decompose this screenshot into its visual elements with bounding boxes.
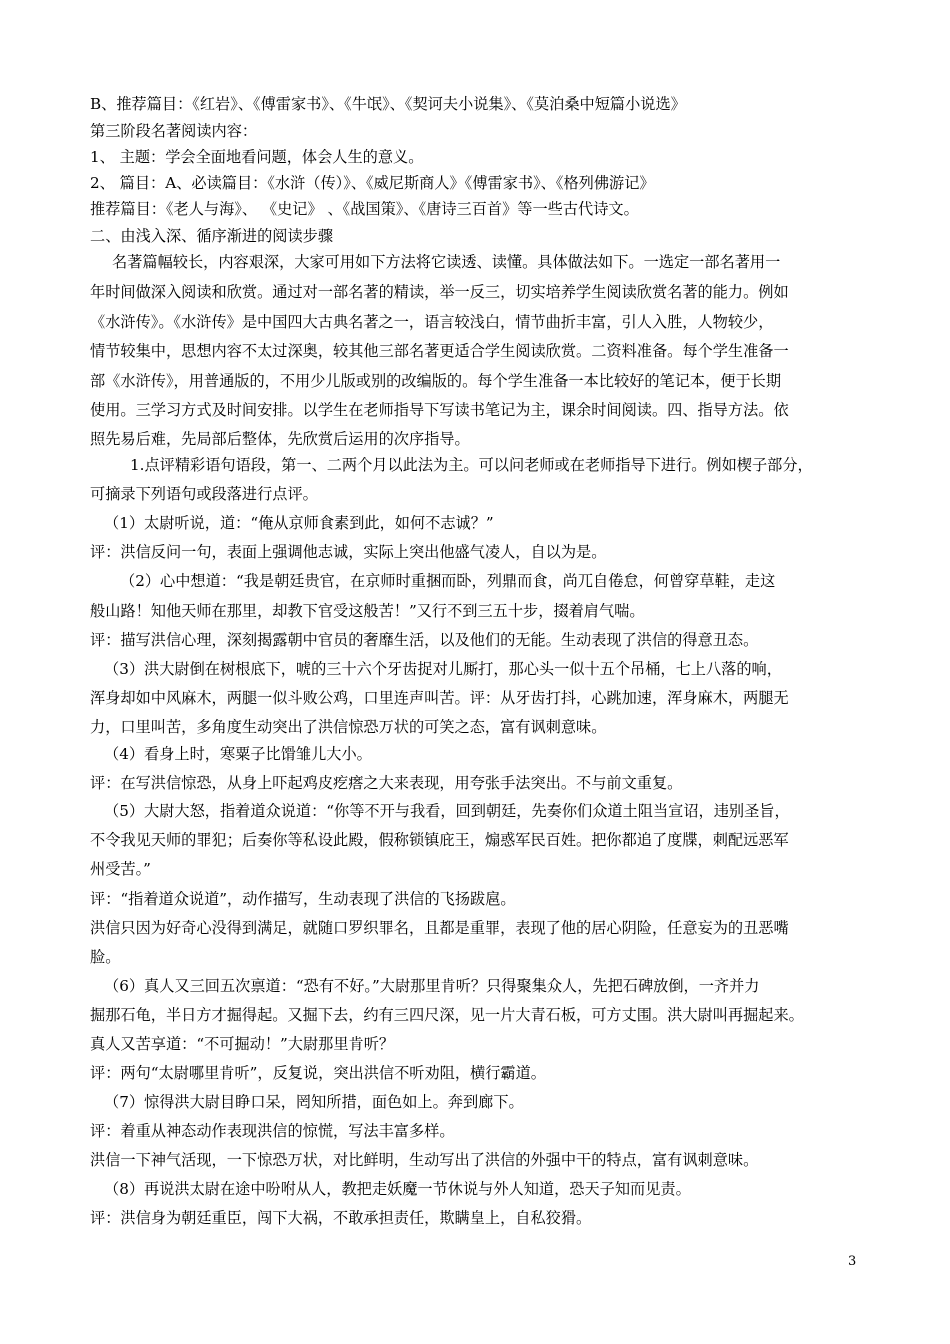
quote-line: 般山路！知他天师在那里，却教下官受这般苦！”又行不到三五十步，掇着肩气喘。 [90, 602, 645, 620]
quote-line: （3）洪大尉倒在树根底下，唬的三十六个牙齿捉对儿厮打，那心头一似十五个吊桶，七上八落的响， [104, 660, 782, 678]
paragraph-line: 年时间做深入阅读和欣赏。通过对一部名著的精读，举一反三，切实培养学生阅读欣赏名著的能力。例如 [90, 283, 789, 301]
quote-line: （2）心中想道：“我是朝廷贵官，在京师时重捆而卧，列鼎而食，尚兀自倦怠，何曾穿草鞋，走这 [120, 572, 776, 590]
text-line: 1、 主题：学会全面地看问题，体会人生的意义。 [90, 148, 424, 166]
paragraph-line: 可摘录下列语句或段落进行点评。 [90, 485, 318, 503]
text-line: 2、 篇目：A、必读篇目：《水浒（传）》、《威尼斯商人》《傅雷家书》、《格列佛游记》 [90, 174, 655, 192]
quote-line: （1）太尉听说，道：“俺从京师食素到此，如何不志诚？” [104, 514, 494, 532]
paragraph-line: 名著篇幅较长，内容艰深，大家可用如下方法将它读透、读懂。具体做法如下。一选定一部名著用一 [112, 253, 781, 271]
paragraph-line: 情节较集中，思想内容不太过深奥，较其他三部名著更适合学生阅读欣赏。二资料准备。每个学生准备一 [90, 342, 789, 360]
comment-line: 评：描写洪信心理，深刻揭露朝中官员的奢靡生活，以及他们的无能。生动表现了洪信的得意丑态。 [90, 631, 759, 649]
comment-line: 评：洪信反问一句，表面上强调他志诚，实际上突出他盛气凌人，自以为是。 [90, 543, 607, 561]
comment-line: 洪信只因为好奇心没得到满足，就随口罗织罪名，且都是重罪，表现了他的居心阴险，任意妄为的丑恶嘴 [90, 919, 789, 937]
paragraph-line: 照先易后难，先局部后整体，先欣赏后运用的次序指导。 [90, 430, 470, 448]
comment-line: 评：着重从神态动作表现洪信的惊慌，写法丰富多样。 [90, 1122, 455, 1140]
quote-line: （4）看身上时，寒粟子比馉雏儿大小。 [104, 745, 372, 763]
quote-line: （6）真人又三回五次禀道：“恐有不好。”大尉那里肯听？只得聚集众人，先把石碑放倒，一齐并力 [104, 977, 760, 995]
text-line: B、推荐篇目：《红岩》、《傅雷家书》、《牛氓》、《契诃夫小说集》、《莫泊桑中短篇小说选》 [90, 95, 686, 113]
quote-line: 真人又苦享道：“不可掘动！”大尉那里肯听？ [90, 1035, 395, 1053]
paragraph-line: 使用。三学习方式及时间安排。以学生在老师指导下写读书笔记为主，课余时间阅读。四、指导方法。依 [90, 401, 789, 419]
paragraph-line: 《水浒传》。《水浒传》是中国四大古典名著之一，语言较浅白，情节曲折丰富，引人入胜，人物较少， [90, 313, 774, 331]
text-line: 推荐篇目：《老人与海》、 《史记》 、《战国策》、《唐诗三百首》等一些古代诗文。 [90, 200, 639, 218]
comment-line: 评：洪信身为朝廷重臣，闯下大祸，不敢承担责任，欺瞒皇上，自私狡猾。 [90, 1209, 592, 1227]
text-line: 第三阶段名著阅读内容： [90, 122, 258, 140]
quote-line: （7）惊得洪大尉目睁口呆，罔知所措，面色如上。奔到廊下。 [104, 1093, 524, 1111]
comment-line: 评：两句“太尉哪里肯听”，反复说，突出洪信不听劝阻，横行霸道。 [90, 1064, 546, 1082]
quote-line: 浑身却如中风麻木，两腿一似斗败公鸡，口里连声叫苦。评：从牙齿打抖，心跳加速，浑身麻木，两腿无 [90, 689, 789, 707]
comment-line: 洪信一下神气活现，一下惊恐万状，对比鲜明，生动写出了洪信的外强中干的特点，富有讽刺意味。 [90, 1151, 759, 1169]
paragraph-line: 部《水浒传》，用普通版的，不用少儿版或别的改编版的。每个学生准备一本比较好的笔记本，便于长期 [90, 372, 782, 390]
quote-line: （5）大尉大怒，指着道众说道：“你等不开与我看，回到朝廷，先奏你们众道土阻当宣诏，违别圣旨， [104, 802, 790, 820]
quote-line: 州受苦。” [90, 860, 151, 878]
comment-line: 脸。 [90, 948, 121, 966]
quote-line: 力，口里叫苦，多角度生动突出了洪信惊恐万状的可笑之态，富有讽刺意味。 [90, 718, 607, 736]
page-number: 3 [848, 1254, 857, 1269]
section-heading: 二、由浅入深、循序渐进的阅读步骤 [90, 227, 333, 245]
quote-line: 掘那石龟，半日方才掘得起。又掘下去，约有三四尺深，见一片大青石板，可方丈围。洪大尉叫再掘起来。 [90, 1006, 804, 1024]
quote-line: 不令我见天师的罪犯；后奏你等私设此殿，假称锁镇庇王，煽惑军民百姓。把你都追了度牒，刺配远恶军 [90, 831, 789, 849]
comment-line: 评：“指着道众说道”，动作描写，生动表现了洪信的飞扬跋扈。 [90, 890, 516, 908]
quote-line: （8）再说洪太尉在途中吩咐从人，教把走妖魔一节休说与外人知道，恐天子知而见责。 [104, 1180, 691, 1198]
comment-line: 评：在写洪信惊恐，从身上吓起鸡皮疙瘩之大来表现，用夸张手法突出。不与前文重复。 [90, 774, 683, 792]
paragraph-line: 1.点评精彩语句语段，第一、二两个月以此法为主。可以问老师或在老师指导下进行。例如楔子部分， [130, 456, 813, 474]
